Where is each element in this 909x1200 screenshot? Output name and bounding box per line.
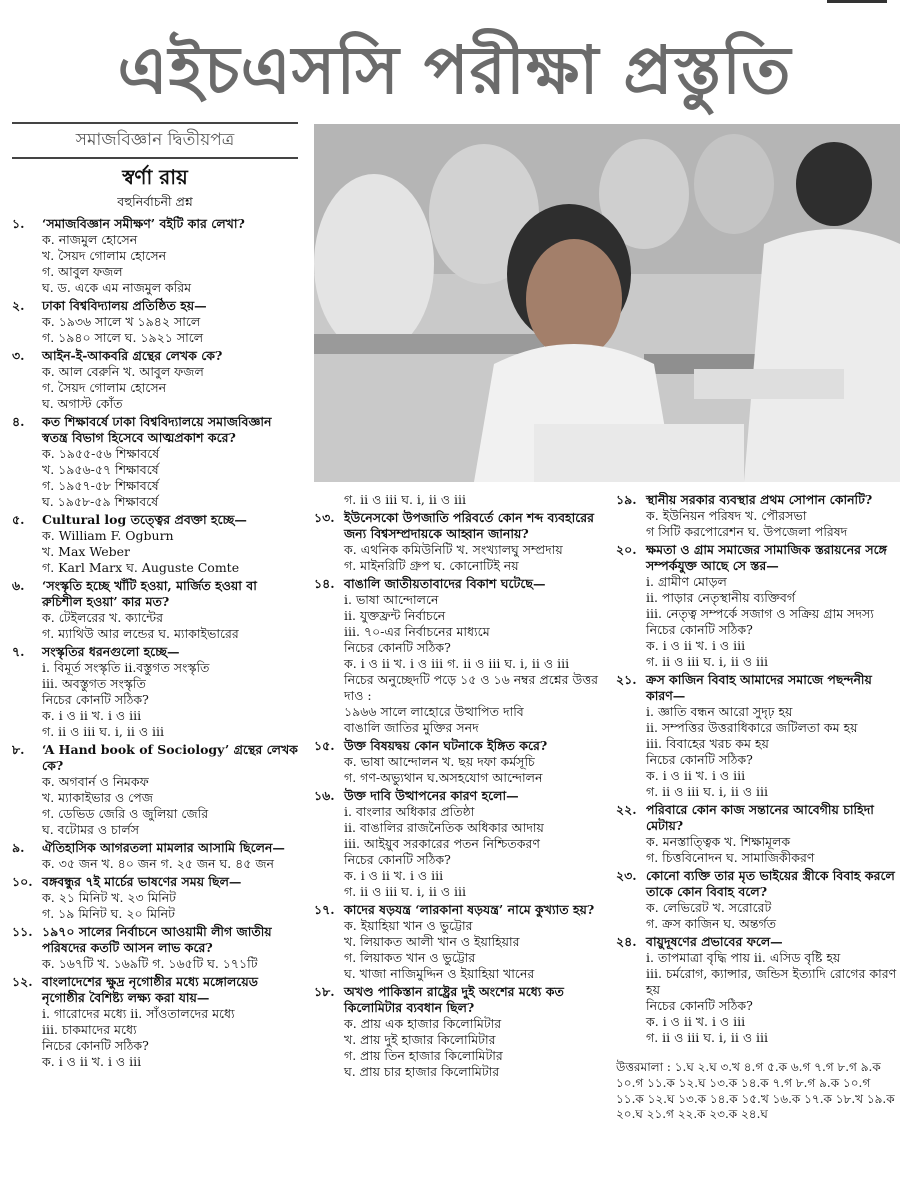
option-line: গ. Karl Marx ঘ. Auguste Comte: [42, 560, 240, 576]
question-item: [12, 414, 298, 510]
question-item: [12, 298, 298, 346]
option-line: গ. ii ও iii ঘ. i, ii ও iii: [646, 1030, 768, 1045]
question-number: ২৪.: [616, 934, 637, 949]
option-line: ক. i ও ii খ. i ও iii গ. ii ও iii ঘ. i, ii ও iii: [344, 656, 570, 671]
question-number: ১৮.: [314, 984, 335, 999]
option-line: নিচের কোনটি সঠিক?: [344, 640, 451, 655]
section-title: বহুনির্বাচনী প্রশ্ন: [117, 194, 193, 210]
option-line: i. বিমূর্ত সংস্কৃতি ii.বস্তুগত সংস্কৃতি: [42, 660, 210, 676]
question-text: Cultural log তত্ত্বের প্রবক্তা হচ্ছে—: [42, 512, 247, 528]
option-line: ক. আল বেরুনি খ. আবুল ফজল: [42, 364, 204, 380]
option-line: নিচের কোনটি সঠিক?: [42, 1038, 149, 1054]
option-line: ক. ১৯৫৫-৫৬ শিক্ষাবর্ষে: [42, 446, 160, 462]
option-line: ii. সম্পত্তির উত্তরাধিকারে জটিলতা কম হয়: [646, 720, 858, 735]
option-line: iii. ৭০-এর নির্বাচনের মাধ্যমে: [344, 624, 490, 639]
option-line: ক. ভাষা আন্দোলন খ. ছয় দফা কর্মসূচি: [344, 754, 535, 769]
option-line: নিচের কোনটি সঠিক?: [646, 998, 753, 1013]
option-line: নিচের কোনটি সঠিক?: [42, 692, 149, 708]
question-body: [646, 492, 900, 540]
question-item: [12, 742, 298, 838]
question-body: [646, 868, 900, 932]
option-line: ক. নাজমুল হোসেন: [42, 232, 138, 248]
option-line: ক. এথনিক কমিউনিটি খ. সংখ্যালঘু সম্প্রদায়: [344, 542, 563, 557]
option-line: ১৯৬৬ সালে লাহোরে উত্থাপিত দাবি: [344, 704, 524, 719]
question-item: [314, 576, 605, 736]
question-body: [42, 974, 298, 1070]
option-line: ক. i ও ii খ. i ও iii: [646, 768, 746, 783]
option-line: ঘ. অগাস্ট কোঁত: [42, 396, 123, 412]
question-item: [314, 738, 605, 786]
option-line: ক. অগবার্ন ও নিমকফ: [42, 774, 149, 790]
question-item: [616, 542, 900, 670]
question-item: [12, 578, 298, 642]
question-item: [314, 788, 605, 900]
option-line: গ. গণ-অভ্যুথান ঘ.অসহযোগ আন্দোলন: [344, 770, 543, 785]
option-line: ক. i ও ii খ. i ও iii: [42, 1054, 142, 1070]
option-line: খ. প্রায় দুই হাজার কিলোমিটার: [344, 1032, 496, 1047]
question-item: [12, 840, 298, 872]
option-line: ক. প্রায় এক হাজার কিলোমিটার: [344, 1016, 502, 1031]
option-line: নিচের কোনটি সঠিক?: [646, 752, 753, 767]
top-rule: [0, 0, 909, 6]
subject-heading: সমাজবিজ্ঞান দ্বিতীয়পত্র: [12, 122, 298, 159]
question-item: [616, 802, 900, 866]
question-number: ১.: [12, 216, 25, 232]
question-item: [314, 902, 605, 982]
option-line: ক. i ও ii খ. i ও iii: [344, 868, 444, 883]
option-line: গ. ম্যাথিউ আর লন্ডের ঘ. ম্যাকাইভারের: [42, 626, 239, 642]
column-1: [12, 122, 298, 1196]
option-line: ক. William F. Ogburn: [42, 528, 174, 544]
option-line: iii. বিবাহের খরচ কম হয়: [646, 736, 769, 751]
question-text: অখণ্ড পাকিস্তান রাষ্ট্রের দুই অংশের মধ্যে কত কিলোমিটার ব্যবধান ছিল?: [344, 984, 564, 1015]
option-line: গ. ii ও iii ঘ. i, ii ও iii: [646, 784, 768, 799]
question-12-continuation: গ. ii ও iii ঘ. i, ii ও iii: [344, 492, 466, 507]
page-headline: এইচএসসি পরীক্ষা প্রস্তুতি: [117, 32, 792, 109]
option-line: গ. লিয়াকত খান ও ভুট্টোর: [344, 950, 476, 965]
question-body: [344, 788, 605, 900]
question-number: ১৭.: [314, 902, 335, 917]
question-body: [344, 984, 605, 1080]
option-line: ii. বাঙালির রাজনৈতিক অধিকার আদায়: [344, 820, 544, 835]
author-name: স্বর্ণা রায়: [122, 164, 188, 189]
question-body: [42, 216, 298, 296]
option-line: গ. আবুল ফজল: [42, 264, 123, 280]
question-item: [616, 492, 900, 540]
question-text: বায়ুদূষণের প্রভাবের ফলে—: [646, 934, 783, 949]
option-line: ii. পাড়ার নেতৃস্থানীয় ব্যক্তিবর্গ: [646, 590, 796, 605]
question-number: ১৫.: [314, 738, 335, 753]
question-text: আইন-ই-আকবরি গ্রন্থের লেখক কে?: [42, 348, 223, 364]
option-line: ঘ. প্রায় চার হাজার কিলোমিটার: [344, 1064, 500, 1079]
question-item: [314, 984, 605, 1080]
option-line: খ. ম্যাকাইভার ও পেজ: [42, 790, 153, 806]
option-line: ক. i ও ii খ. i ও iii: [646, 1014, 746, 1029]
option-line: খ. Max Weber: [42, 544, 131, 560]
option-line: নিচের অনুচ্ছেদটি পড়ে ১৫ ও ১৬ নম্বর প্রশ্নের উত্তর দাও :: [344, 672, 599, 703]
question-number: ৯.: [12, 840, 25, 856]
question-number: ১৪.: [314, 576, 335, 591]
option-line: ঘ. ড. একে এম নাজমুল করিম: [42, 280, 192, 296]
option-line: গ. ii ও iii ঘ. i, ii ও iii: [646, 654, 768, 669]
option-line: ঘ. বটোমর ও চার্লস: [42, 822, 139, 838]
option-line: i. গারোদের মধ্যে ii. সাঁওতালদের মধ্যে: [42, 1006, 235, 1022]
option-line: ঘ. খাজা নাজিমুদ্দিন ও ইয়াহিয়া খানের: [344, 966, 535, 981]
question-number: ১০.: [12, 874, 33, 890]
question-item: [12, 974, 298, 1070]
option-line: গ. প্রায় তিন হাজার কিলোমিটার: [344, 1048, 503, 1063]
option-line: গ. চিত্তবিনোদন ঘ. সামাজিকীকরণ: [646, 850, 815, 865]
option-line: গ. ১৯৫৭-৫৮ শিক্ষাবর্ষে: [42, 478, 159, 494]
question-body: [42, 742, 298, 838]
option-line: খ. ১৯৫৬-৫৭ শিক্ষাবর্ষে: [42, 462, 159, 478]
option-line: i. জ্ঞাতি বন্ধন আরো সুদৃঢ় হয়: [646, 704, 793, 719]
option-line: নিচের কোনটি সঠিক?: [344, 852, 451, 867]
option-line: গ. ডেভিড জেরি ও জুলিয়া জেরি: [42, 806, 209, 822]
option-line: iii. চাকমাদের মধ্যে: [42, 1022, 137, 1038]
option-line: বাঙালি জাতির মুক্তির সনদ: [344, 720, 479, 735]
question-number: ২২.: [616, 802, 637, 817]
question-text: বাঙালি জাতীয়তাবাদের বিকাশ ঘটেছে—: [344, 576, 546, 591]
top-rule-bar: [827, 0, 887, 3]
question-body: [344, 738, 605, 786]
question-text: ঐতিহাসিক আগরতলা মামলার আসামি ছিলেন—: [42, 840, 285, 856]
option-line: iii. চর্মরোগ, ক্যান্সার, জন্ডিস ইত্যাদি রোগের কারণ হয়: [646, 966, 897, 997]
option-line: iii. আইয়ুব সরকারের পতন নিশ্চিতকরণ: [344, 836, 540, 851]
question-text: কত শিক্ষাবর্ষে ঢাকা বিশ্ববিদ্যালয়ে সমাজবিজ্ঞান স্বতন্ত্র বিভাগ হিসেবে আত্মপ্রকাশ করে?: [42, 414, 272, 446]
option-line: i. বাংলার অধিকার প্রতিষ্ঠা: [344, 804, 475, 819]
option-line: গ. মাইনরিটি গ্রুপ ঘ. কোনোটিই নয়: [344, 558, 519, 573]
question-body: [344, 902, 605, 982]
question-body: [646, 802, 900, 866]
option-line: ক. ১৯৩৬ সালে খ ১৯৪২ সালে: [42, 314, 201, 330]
question-number: ৪.: [12, 414, 25, 430]
option-line: ii. যুক্তফ্রন্ট নির্বাচনে: [344, 608, 446, 623]
question-item: [12, 348, 298, 412]
option-line: গ. ১৯৪০ সালে ঘ. ১৯২১ সালে: [42, 330, 204, 346]
question-number: ৭.: [12, 644, 25, 660]
question-body: [42, 578, 298, 642]
question-body: [42, 348, 298, 412]
option-line: ক. ৩৫ জন খ. ৪০ জন গ. ২৫ জন ঘ. ৪৫ জন: [42, 856, 274, 872]
question-text: স্থানীয় সরকার ব্যবস্থার প্রথম সোপান কোনটি?: [646, 492, 873, 507]
question-text: কোনো ব্যক্তি তার মৃত ভাইয়ের স্ত্রীকে বিবাহ করলে তাকে কোন বিবাহ বলে?: [646, 868, 895, 899]
option-line: ক. i ও ii খ. i ও iii: [42, 708, 142, 724]
option-line: ক. মনস্তাত্ত্বিক খ. শিক্ষামূলক: [646, 834, 791, 849]
question-text: উক্ত দাবি উত্থাপনের কারণ হলো—: [344, 788, 519, 803]
option-line: গ. ii ও iii ঘ. i, ii ও iii: [42, 724, 164, 740]
question-number: ১৬.: [314, 788, 335, 803]
question-number: ১৩.: [314, 510, 335, 525]
question-text: সংস্কৃতির ধরনগুলো হচ্ছে—: [42, 644, 180, 660]
question-list-3: [616, 492, 900, 1046]
option-line: ক. লেভিরেট খ. সরোরেট: [646, 900, 772, 915]
question-text: কাদের ষড়যন্ত্র ‘লারকানা ষড়যন্ত্র’ নামে কুখ্যাত হয়?: [344, 902, 595, 917]
option-line: গ. সৈয়দ গোলাম হোসেন: [42, 380, 167, 396]
question-number: ১১.: [12, 924, 33, 940]
question-body: [42, 644, 298, 740]
question-text: ঢাকা বিশ্ববিদ্যালয় প্রতিষ্ঠিত হয়—: [42, 298, 207, 314]
option-line: ক. ইয়াহিয়া খান ও ভুট্টোর: [344, 918, 473, 933]
question-text: বঙ্গবন্ধুর ৭ই মার্চের ভাষণের সময় ছিল—: [42, 874, 242, 890]
question-item: [616, 672, 900, 800]
column-3: [616, 492, 900, 1196]
question-item: [12, 924, 298, 972]
question-body: [646, 542, 900, 670]
option-line: ক. টেইলরের খ. ক্যান্টের: [42, 610, 164, 626]
question-body: [42, 414, 298, 510]
question-text: ‘A Hand book of Sociology’ গ্রন্থের লেখক কে?: [42, 742, 298, 774]
option-line: গ. ii ও iii ঘ. i, ii ও iii: [344, 884, 466, 899]
question-text: ‘সমাজবিজ্ঞান সমীক্ষণ’ বইটি কার লেখা?: [42, 216, 245, 232]
question-item: [12, 216, 298, 296]
option-line: গ. ১৯ মিনিট ঘ. ২০ মিনিট: [42, 906, 175, 922]
question-body: [344, 576, 605, 736]
question-body: [344, 510, 605, 574]
option-line: ক. ইউনিয়ন পরিষদ খ. পৌরসভা: [646, 508, 807, 523]
option-line: ক. i ও ii খ. i ও iii: [646, 638, 746, 653]
question-number: ১২.: [12, 974, 33, 990]
option-line: iii. অবস্তুগত সংস্কৃতি: [42, 676, 146, 692]
question-text: ইউনেসকো উপজাতি পরিবর্তে কোন শব্দ ব্যবহারের জন্য বিশ্বসম্প্রদায়কে আহ্বান জানায়?: [344, 510, 594, 541]
question-body: [42, 840, 298, 872]
question-body: [42, 874, 298, 922]
exam-photo: [314, 124, 900, 482]
option-line: i. ভাষা আন্দোলনে: [344, 592, 439, 607]
question-text: ১৯৭০ সালের নির্বাচনে আওয়ামী লীগ জাতীয় পরিষদের কতটি আসন লাভ করে?: [42, 924, 272, 956]
question-item: [12, 874, 298, 922]
question-body: [646, 934, 900, 1046]
question-body: [42, 512, 298, 576]
option-line: ক. ২১ মিনিট খ. ২৩ মিনিট: [42, 890, 176, 906]
question-number: ২১.: [616, 672, 637, 687]
option-line: iii. নেতৃত্ব সম্পর্কে সজাগ ও সক্রিয় গ্রাম সদস্য: [646, 606, 874, 621]
question-item: [616, 934, 900, 1046]
answer-key: উত্তরমালা : ১.ঘ ২.ঘ ৩.খ ৪.গ ৫.ক ৬.গ ৭.গ ৮.গ ৯.ক ১০.গ ১১.ক ১২.ঘ ১৩.ক ১৪.ক ৭.গ ৮.গ ৯.ক ১০.গ ১১.ক ১২.ঘ ১৩.ক ১৪.ক ১৫.খ ১৬.ক ১৭.ক ১৮.খ ১৯.ক ২০.ঘ ২১.গ ২২.ক ২৩.ক ২৪.ঘ: [616, 1060, 895, 1122]
question-number: ৩.: [12, 348, 25, 364]
question-body: [646, 672, 900, 800]
question-number: ১৯.: [616, 492, 637, 507]
question-item: [12, 512, 298, 576]
option-line: গ সিটি করপোরেশন ঘ. উপজেলা পরিষদ: [646, 524, 848, 539]
question-item: [12, 644, 298, 740]
option-line: ঘ. ১৯৫৮-৫৯ শিক্ষাবর্ষে: [42, 494, 159, 510]
question-text: ‘সংস্কৃতি হচ্ছে খাঁটি হওয়া, মার্জিত হওয়া বা রুচিশীল হওয়া’ কার মত?: [42, 578, 257, 610]
option-line: গ. ক্রস কাজিন ঘ. অন্তর্গত: [646, 916, 777, 931]
option-line: ক. ১৬৭টি খ. ১৬৯টি গ. ১৬৫টি ঘ. ১৭১টি: [42, 956, 258, 972]
question-text: বাংলাদেশের ক্ষুদ্র নৃগোষ্ঠীর মধ্যে মঙ্গোলয়েড নৃগোষ্ঠীর বৈশিষ্ট্য লক্ষ্য করা যায়—: [42, 974, 258, 1006]
question-item: [616, 868, 900, 932]
question-body: [42, 924, 298, 972]
question-number: ৫.: [12, 512, 25, 528]
option-line: নিচের কোনটি সঠিক?: [646, 622, 753, 637]
question-body: [42, 298, 298, 346]
question-number: ৮.: [12, 742, 25, 758]
option-line: খ. সৈয়দ গোলাম হোসেন: [42, 248, 167, 264]
question-number: ৬.: [12, 578, 25, 594]
question-number: ২.: [12, 298, 25, 314]
question-text: ক্রস কাজিন বিবাহ আমাদের সমাজে পছন্দনীয় কারণ—: [646, 672, 872, 703]
question-text: উক্ত বিষয়দ্বয় কোন ঘটনাকে ইঙ্গিত করে?: [344, 738, 548, 753]
column-2: [314, 492, 605, 1196]
exam-photo-illustration: [314, 124, 900, 482]
question-list-1: [12, 216, 298, 1070]
question-text: পরিবারে কোন কাজ সন্তানের আবেগীয় চাহিদা মেটায়?: [646, 802, 874, 833]
question-number: ২৩.: [616, 868, 637, 883]
option-line: i. তাপমাত্রা বৃদ্ধি পায় ii. এসিড বৃষ্টি হয়: [646, 950, 841, 965]
question-number: ২০.: [616, 542, 637, 557]
question-text: ক্ষমতা ও গ্রাম সমাজের সামাজিক স্তরায়নের সঙ্গে সম্পর্কযুক্ত আছে সে স্তর—: [646, 542, 887, 573]
question-list-2: [314, 510, 605, 1080]
question-item: [314, 510, 605, 574]
option-line: i. গ্রামীণ মোড়ল: [646, 574, 727, 589]
option-line: খ. লিয়াকত আলী খান ও ইয়াহিয়ার: [344, 934, 520, 949]
